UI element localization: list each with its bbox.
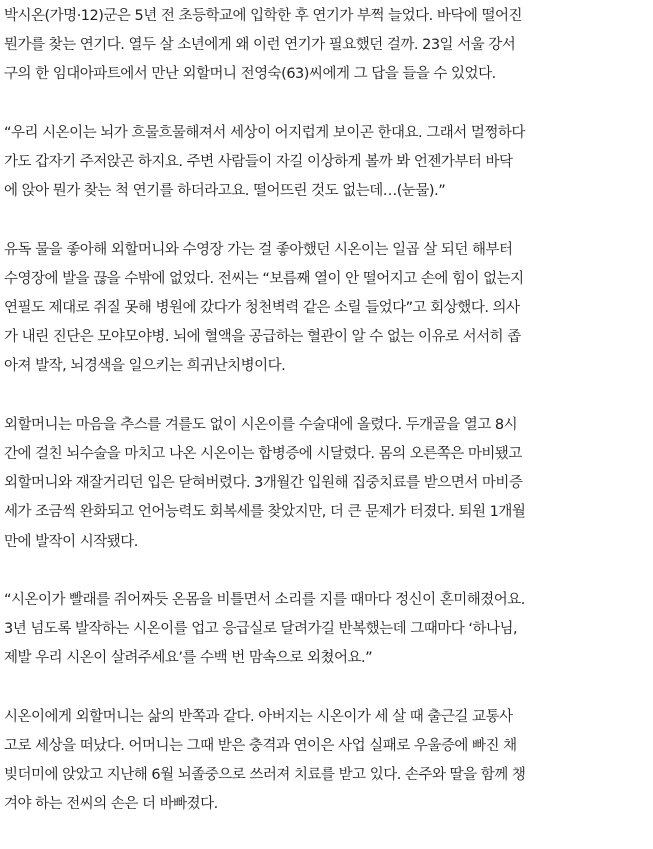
article-body	[4, 2, 649, 849]
paragraph-line: 가 내린 진단은 모야모야병. 뇌에 혈액을 공급하는 혈관이 알 수 없는 이유로 서서히 좁	[4, 329, 521, 346]
paragraph-line: 외할머니는 마음을 추스를 겨를도 없이 시온이를 수술대에 올렸다. 두개골을 열고 8시	[4, 416, 518, 433]
paragraph-3	[4, 236, 649, 382]
paragraph-line: 3년 넘도록 발작하는 시온이를 업고 응급실로 달려가길 반복했는데 그때마다 ‘하나님,	[4, 621, 518, 638]
paragraph-4	[4, 411, 649, 557]
paragraph-line: 겨야 하는 전씨의 손은 더 바빠졌다.	[4, 796, 218, 813]
paragraph-line: 시온이에게 외할머니는 삶의 반쪽과 같다. 아버지는 시온이가 세 살 때 출근길 교통사	[4, 708, 513, 725]
paragraph-line: 에 앉아 뭔가 찾는 척 연기를 하더라고요. 떨어뜨린 것도 없는데…(눈물).”	[4, 183, 446, 200]
paragraph-line: 세가 조금씩 완화되고 언어능력도 회복세를 찾았지만, 더 큰 문제가 터졌다. 퇴원 1개월	[4, 504, 526, 521]
paragraph-line: 아져 발작, 뇌경색을 일으키는 희귀난치병이다.	[4, 358, 286, 375]
paragraph-line: 간에 걸친 뇌수술을 마치고 나온 시온이는 합병증에 시달렸다. 몸의 오른쪽은 마비됐고	[4, 446, 522, 462]
paragraph-line: 고로 세상을 떠났다. 어머니는 그때 받은 충격과 연이은 사업 실패로 우울증에 빠진 채	[4, 738, 517, 754]
paragraph-line: 가도 갑자기 주저앉곤 하지요. 주변 사람들이 자길 이상하게 볼까 봐 언젠가부터 바닥	[4, 154, 513, 170]
paragraph-6	[4, 703, 649, 820]
paragraph-line: 수영장에 발을 끊을 수밖에 없었다. 전씨는 “보름째 열이 안 떨어지고 손에 힘이 없는지	[4, 270, 524, 287]
paragraph-line: 뭔가를 찾는 연기다. 열두 살 소년에게 왜 이런 연기가 필요했던 걸까. 23일 서울 강서	[4, 37, 516, 54]
paragraph-5	[4, 586, 649, 674]
paragraph-line: 만에 발작이 시작됐다.	[4, 533, 138, 550]
paragraph-line: “시온이가 빨래를 쥐어짜듯 온몸을 비틀면서 소리를 지를 때마다 정신이 혼미해졌어요.	[4, 592, 525, 608]
paragraph-line: 구의 한 임대아파트에서 만난 외할머니 전영숙(63)씨에게 그 답을 들을 수 있었다.	[4, 66, 496, 83]
paragraph-line: 외할머니와 재잘거리던 입은 닫혀버렸다. 3개월간 입원해 집중치료를 받으면서 마비증	[4, 475, 523, 492]
paragraph-line: 유독 물을 좋아해 외할머니와 수영장 가는 걸 좋아했던 시온이는 일곱 살 되던 해부터	[4, 241, 513, 258]
paragraph-2	[4, 119, 649, 207]
paragraph-line: 연필도 제대로 쥐질 못해 병원에 갔다가 청천벽력 같은 소릴 들었다”고 회상했다. 의사	[4, 300, 520, 316]
paragraph-1	[4, 2, 649, 90]
paragraph-line: “우리 시온이는 뇌가 흐물흐물해져서 세상이 어지럽게 보이곤 한대요. 그래서 멀쩡하다	[4, 124, 525, 141]
paragraph-line: 박시온(가명·12)군은 5년 전 초등학교에 입학한 후 연기가 부쩍 늘었다. 바닥에 떨어진	[4, 8, 523, 24]
paragraph-line: 제발 우리 시온이 살려주세요’를 수백 번 맘속으로 외쳤어요.”	[4, 650, 373, 667]
paragraph-line: 빚더미에 앉았고 지난해 6월 뇌졸중으로 쓰러져 치료를 받고 있다. 손주와 딸을 함께 챙	[4, 767, 526, 784]
